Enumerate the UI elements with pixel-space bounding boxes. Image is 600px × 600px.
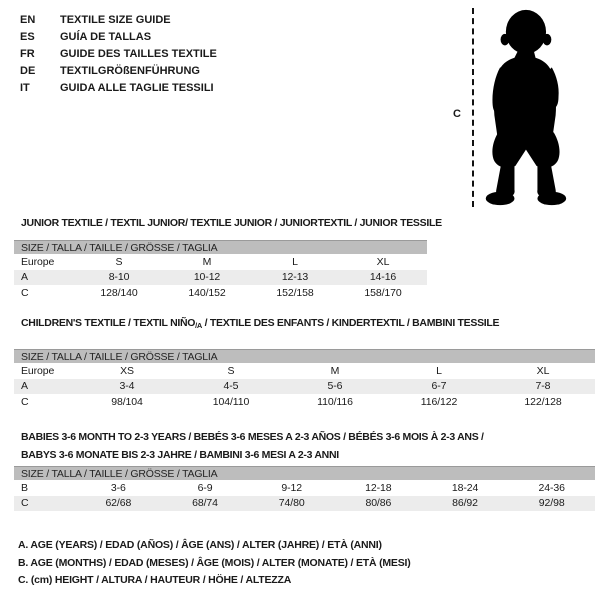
language-row-fr: [20, 46, 217, 63]
table-row: [14, 285, 427, 301]
babies-table: [14, 428, 595, 511]
row-label: B: [21, 481, 28, 494]
note-line-b: B. AGE (MONTHS) / EDAD (MESES) / ÂGE (MOIS) / ALTER (MONATE) / ETÀ (MESI): [18, 556, 411, 569]
table-title-line2: BABYS 3-6 MONATE BIS 2-3 JAHRE / BAMBINI 3-6 MESI A 2-3 ANNI: [21, 449, 339, 461]
size-col-header: M: [202, 255, 212, 268]
footnotes: [18, 537, 411, 590]
cell: 98/104: [111, 395, 143, 408]
size-col-header: S: [227, 364, 235, 377]
language-title: GUIDA ALLE TAGLIE TESSILI: [60, 82, 214, 94]
row-label: C: [21, 286, 29, 299]
size-col-header: S: [115, 255, 123, 268]
children-table: [14, 317, 595, 410]
region-row: [14, 254, 427, 270]
height-dashed-line: [472, 8, 474, 207]
size-col-header: L: [436, 364, 442, 377]
size-header-bar: [14, 466, 595, 480]
cell: 4-5: [223, 380, 239, 393]
cell: 8-10: [108, 271, 130, 284]
cell: 122/128: [524, 395, 562, 408]
language-code: EN: [20, 14, 36, 26]
cell: 5-6: [327, 380, 343, 393]
cell: 62/68: [105, 497, 132, 510]
cell: 110/116: [317, 395, 353, 408]
size-header-label: SIZE / TALLA / TAILLE / GRÖSSE / TAGLIA: [21, 350, 218, 363]
cell: 158/170: [364, 286, 402, 299]
table-row: [14, 379, 595, 395]
note-line-a: A. AGE (YEARS) / EDAD (AÑOS) / ÂGE (ANS) / ALTER (JAHRE) / ETÀ (ANNI): [18, 539, 382, 551]
size-header-label: SIZE / TALLA / TAILLE / GRÖSSE / TAGLIA: [21, 467, 218, 480]
cell: 128/140: [100, 286, 138, 299]
cell: 9-12: [281, 481, 302, 494]
table-title-line1: BABIES 3-6 MONTH TO 2-3 YEARS / BEBÉS 3-6 MESES A 2-3 AÑOS / BÉBÉS 3-6 MOIS À 2-3 ANS /: [21, 431, 484, 443]
table-row: [14, 480, 595, 496]
cell: 152/158: [276, 286, 314, 299]
language-title: GUIDE DES TAILLES TEXTILE: [60, 48, 217, 60]
language-header: [20, 12, 217, 97]
toddler-silhouette-icon: [477, 8, 573, 209]
size-col-header: L: [292, 255, 298, 268]
language-code: IT: [20, 82, 30, 94]
language-code: DE: [20, 65, 36, 77]
note-line-c: C. (cm) HEIGHT / ALTURA / HAUTEUR / HÖHE / ALTEZZA: [18, 574, 292, 586]
language-code: FR: [20, 48, 35, 60]
cell: 140/152: [188, 286, 226, 299]
cell: 92/98: [538, 497, 565, 510]
row-label: A: [21, 271, 28, 284]
cell: 14-16: [369, 271, 397, 284]
table-title: JUNIOR TEXTILE / TEXTIL JUNIOR/ TEXTILE JUNIOR / JUNIORTEXTIL / JUNIOR TESSILE: [21, 217, 442, 229]
region-label: Europe: [21, 255, 55, 268]
table-row: [14, 496, 595, 512]
height-measure-label: C: [453, 108, 461, 120]
language-title: TEXTILE SIZE GUIDE: [60, 14, 171, 26]
cell: 7-8: [535, 380, 551, 393]
size-col-header: XL: [376, 255, 390, 268]
cell: 3-6: [110, 481, 126, 494]
cell: 6-7: [431, 380, 447, 393]
language-row-it: [20, 80, 217, 97]
cell: 10-12: [193, 271, 221, 284]
row-label: C: [21, 395, 29, 408]
cell: 104/110: [212, 395, 250, 408]
table-row: [14, 394, 595, 410]
region-label: Europe: [21, 364, 55, 377]
size-col-header: XS: [120, 364, 134, 377]
cell: 80/86: [365, 497, 392, 510]
cell: 3-4: [119, 380, 135, 393]
table-row: [14, 270, 427, 286]
row-label: C: [21, 497, 29, 510]
cell: 12-13: [281, 271, 309, 284]
language-title: TEXTILGRÖßENFÜHRUNG: [60, 65, 200, 77]
size-header-bar: [14, 349, 595, 363]
cell: 12-18: [365, 481, 392, 494]
cell: 86/92: [452, 497, 478, 510]
cell: 74/80: [278, 497, 305, 510]
cell: 6-9: [197, 481, 213, 494]
language-code: ES: [20, 31, 35, 43]
cell: 18-24: [451, 481, 479, 494]
table-title: [14, 428, 595, 464]
row-label: A: [21, 380, 28, 393]
size-col-header: XL: [536, 364, 550, 377]
language-row-de: [20, 63, 217, 80]
cell: 24-36: [538, 481, 565, 494]
language-row-en: [20, 12, 217, 29]
title-subscript: /A: [195, 321, 203, 330]
size-header-bar: [14, 240, 427, 254]
language-row-es: [20, 29, 217, 46]
language-title: GUÍA DE TALLAS: [60, 31, 152, 43]
size-header-label: SIZE / TALLA / TAILLE / GRÖSSE / TAGLIA: [21, 241, 218, 254]
size-col-header: M: [330, 364, 340, 377]
junior-table: [14, 217, 442, 301]
cell: 116/122: [420, 395, 458, 408]
region-row: [14, 363, 595, 379]
cell: 68/74: [192, 497, 218, 510]
table-title: CHILDREN'S TEXTILE / TEXTIL $NIÑO_{/A}$ / TEXTILE DES ENFANTS / KINDERTEXTIL / BAMBINI TESSILE: [21, 317, 500, 330]
